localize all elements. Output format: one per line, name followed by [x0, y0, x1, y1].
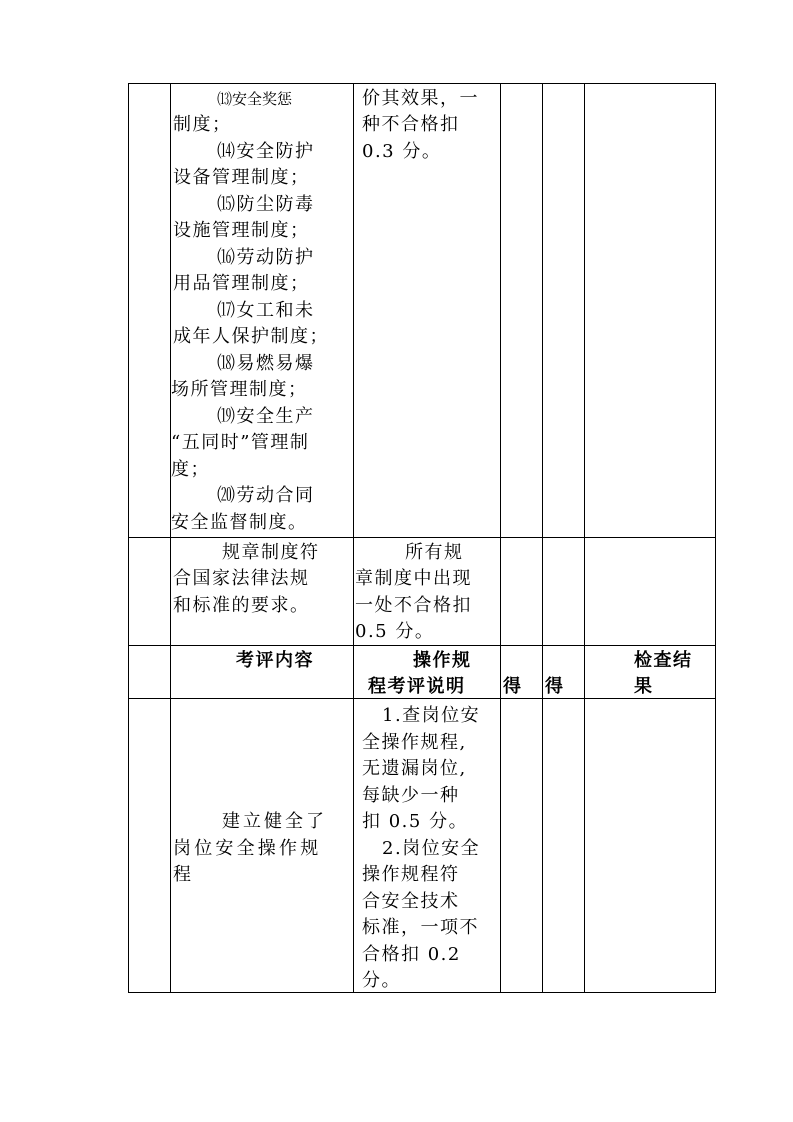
header-score-1: 得 [503, 676, 523, 697]
text-line: 章制度中出现 [355, 568, 472, 589]
text-line: 0.3 分。 [362, 141, 442, 162]
text-line: 岗位安全操作规 [173, 838, 322, 859]
text-line: 种不合格扣 [362, 114, 460, 135]
table-col-divider [353, 83, 354, 993]
header-method-line: 程考评说明 [368, 676, 466, 697]
text-line: 分。 [362, 970, 401, 991]
text-line: 合国家法律法规 [173, 568, 310, 589]
text-line: 安全监督制度。 [171, 512, 308, 533]
text-line: 设备管理制度； [173, 167, 310, 188]
text-line: 制度； [173, 114, 232, 135]
text-line: 操作规程符 [362, 864, 460, 885]
list-item-17: ⒄女工和未 [217, 300, 315, 321]
text-line: 每缺少一种 [362, 785, 460, 806]
text-line: 价其效果，一 [362, 88, 479, 109]
table-border-right [715, 83, 716, 993]
table-col-divider [542, 83, 543, 993]
list-item-13: ⒀安全奖惩 [217, 90, 293, 108]
list-item-15: ⒂防尘防毒 [217, 194, 315, 215]
header-content: 考评内容 [236, 650, 314, 671]
text-line: 全操作规程, [362, 732, 467, 753]
text-line: 用品管理制度； [173, 273, 310, 294]
text-line: 标准，一项不 [362, 917, 479, 938]
table-row-divider [128, 537, 716, 538]
text-line: 度； [171, 459, 210, 480]
text-line: 无遗漏岗位, [362, 758, 467, 779]
text-line: 2.岗位安全 [382, 838, 481, 859]
list-item-19: ⒆安全生产 [217, 406, 315, 427]
text-line: 合安全技术 [362, 891, 460, 912]
text-line: 和标准的要求。 [173, 595, 310, 616]
table-border-left [128, 83, 129, 993]
list-item-14: ⒁安全防护 [217, 141, 315, 162]
text-line: 规章制度符 [222, 542, 320, 563]
text-line: 扣 0.5 分。 [362, 811, 469, 832]
text-line: 建立健全了 [222, 811, 327, 832]
text-line: 0.5 分。 [355, 621, 435, 642]
text-line: 设施管理制度； [173, 220, 310, 241]
list-item-20: ⒇劳动合同 [217, 485, 315, 506]
header-score-2: 得 [545, 676, 565, 697]
header-result-line: 果 [634, 676, 654, 697]
text-line: 1.查岗位安 [382, 705, 481, 726]
text-line: 场所管理制度； [171, 379, 308, 400]
header-method-line: 操作规 [413, 650, 472, 671]
table-col-divider [584, 83, 585, 993]
list-item-16: ⒃劳动防护 [217, 247, 315, 268]
text-line: 一处不合格扣 [355, 595, 472, 616]
text-line: 所有规 [405, 542, 464, 563]
table-col-divider [500, 83, 501, 993]
text-line: 程 [173, 864, 193, 885]
text-line: 合格扣 0.2 [362, 944, 461, 965]
text-line: “五同时”管理制 [171, 432, 310, 453]
header-result-line: 检查结 [634, 650, 693, 671]
table-col-divider [170, 83, 171, 993]
text-line: 成年人保护制度； [173, 326, 329, 347]
table-border-bottom [128, 992, 716, 993]
list-item-18: ⒅易燃易爆 [217, 353, 315, 374]
table-border-top [128, 83, 716, 84]
